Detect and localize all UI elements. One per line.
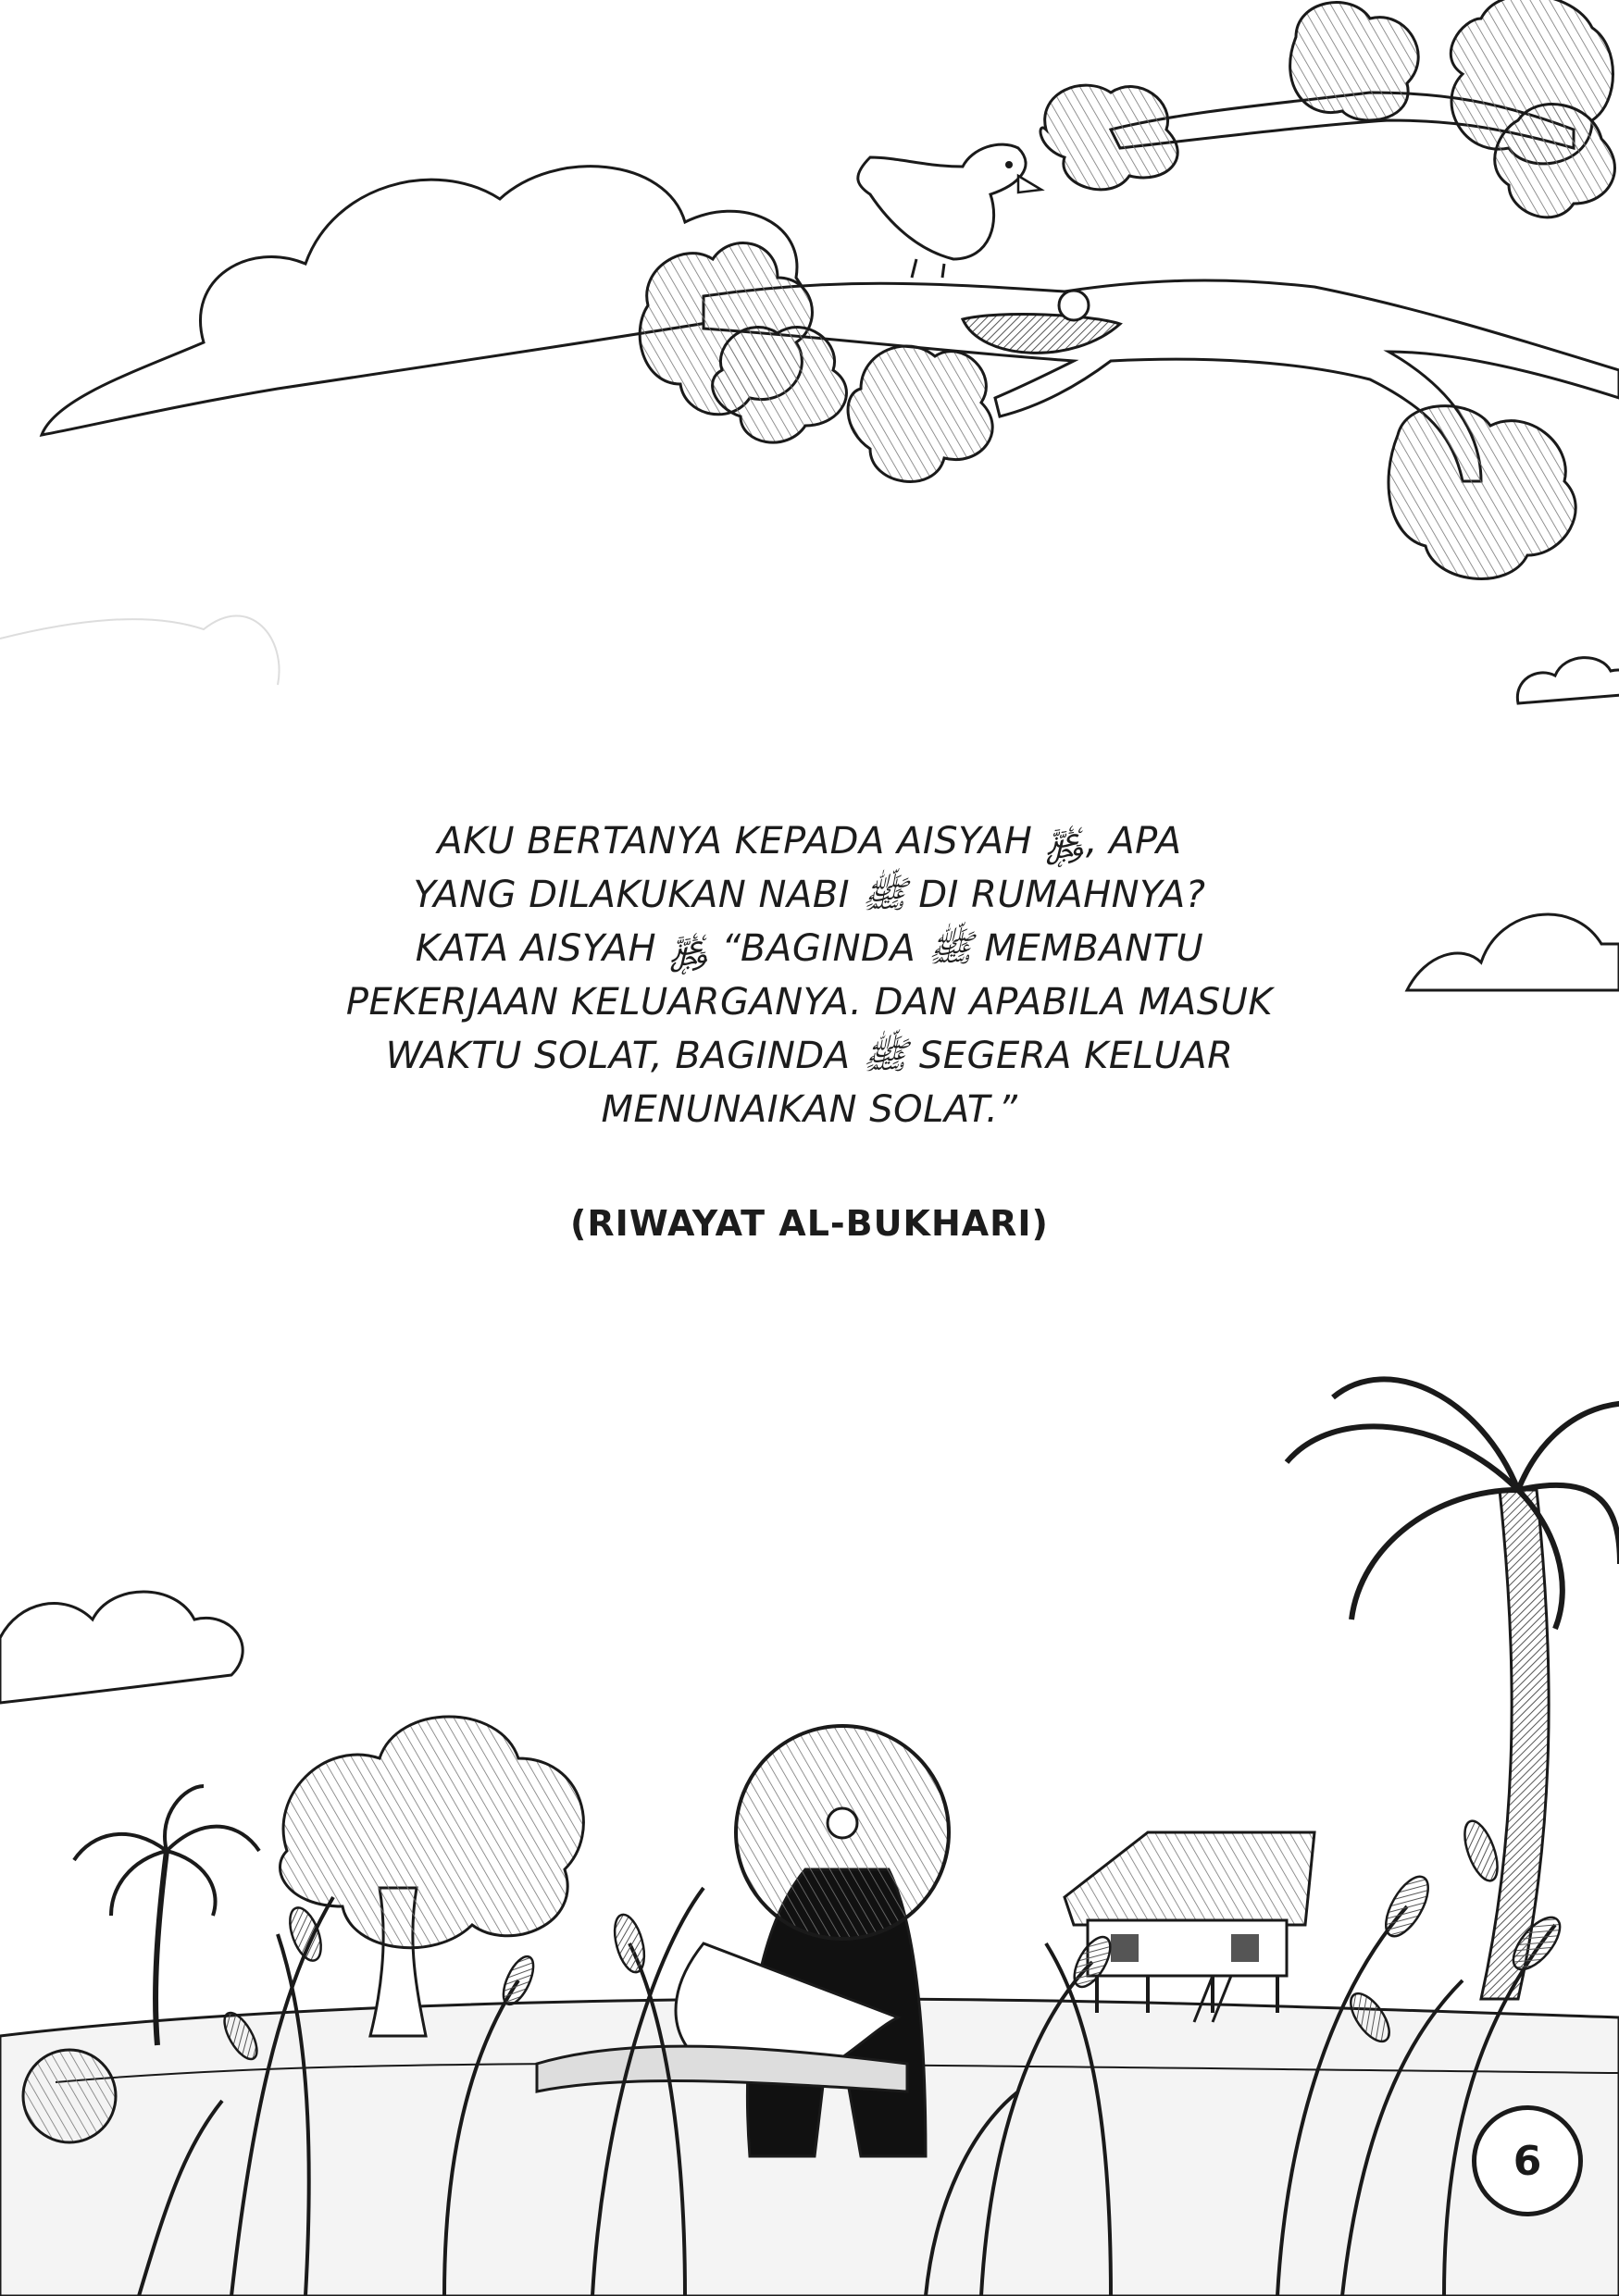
page-number: 6 bbox=[1472, 2105, 1583, 2216]
cloud-icon bbox=[1407, 914, 1619, 990]
quote-line: KATA AISYAH ﷿ “BAGINDA ﷺ MEMBANTU bbox=[415, 927, 1204, 970]
chick-icon bbox=[1059, 291, 1089, 320]
cloud-icon bbox=[0, 615, 280, 685]
tree-icon bbox=[280, 1717, 584, 2036]
quote-line: YANG DILAKUKAN NABI ﷺ DI RUMAHNYA? bbox=[413, 874, 1206, 916]
cloud-icon bbox=[0, 1592, 243, 1703]
conical-hat-icon bbox=[23, 2050, 116, 2142]
quote-line: PEKERJAAN KELUARGANYA. DAN APABILA MASUK bbox=[345, 981, 1274, 1024]
hadith-source: (RIWAYAT AL-BUKHARI) bbox=[570, 1203, 1049, 1244]
stilt-house-icon bbox=[1065, 1832, 1314, 2022]
cloud-icon bbox=[1517, 658, 1619, 703]
bird-icon bbox=[858, 144, 1041, 278]
palm-tree-icon bbox=[1287, 1379, 1619, 1999]
quote-line: MENUNAIKAN SOLAT.” bbox=[601, 1088, 1018, 1131]
tree-branch-icon bbox=[640, 0, 1619, 578]
quote-line: WAKTU SOLAT, BAGINDA ﷺ SEGERA KELUAR bbox=[385, 1035, 1234, 1077]
quote-line: AKU BERTANYA KEPADA AISYAH ﷿, APA bbox=[437, 820, 1182, 863]
palm-tree-icon bbox=[74, 1786, 259, 2045]
hadith-quote bbox=[278, 814, 1341, 1136]
